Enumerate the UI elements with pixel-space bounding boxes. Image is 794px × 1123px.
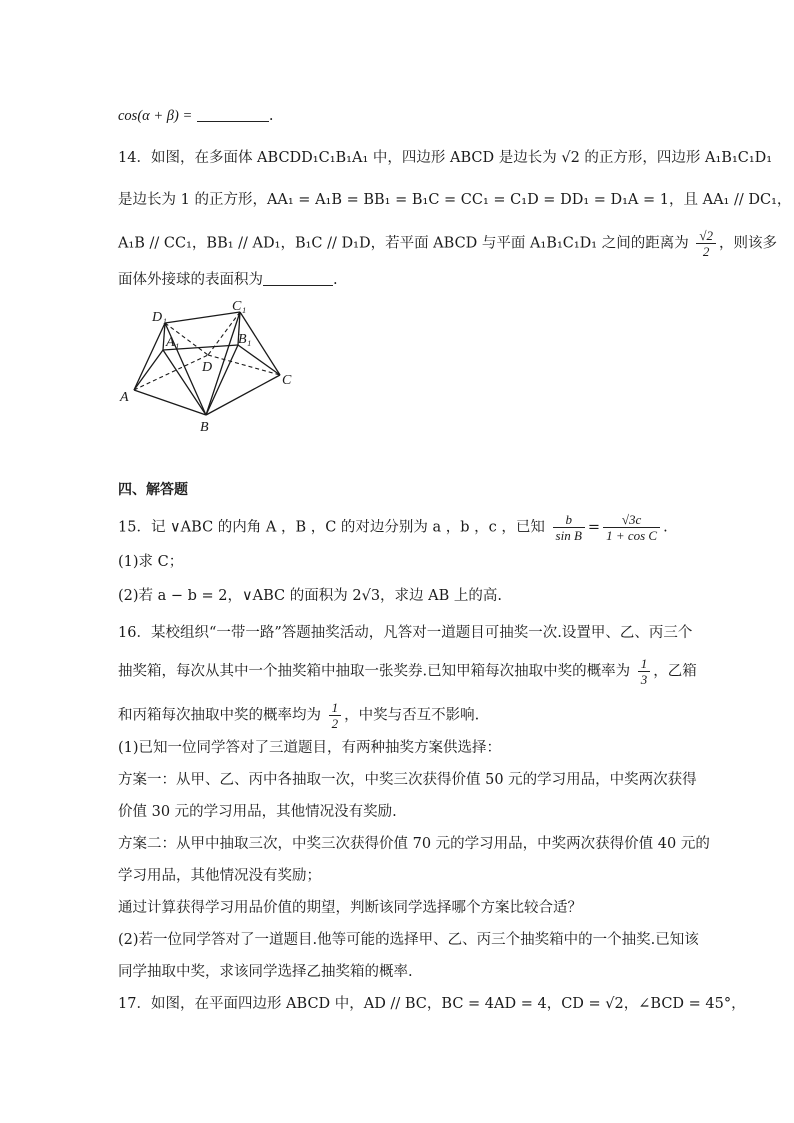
edge-B1-C1 <box>238 312 240 345</box>
q14-distance-fraction: $\frac{√2}{2}$ <box>696 228 716 259</box>
q16-question: 通过计算获得学习用品价值的期望，判断该同学选择哪个方案比较合适？ <box>118 900 582 916</box>
q13-answer-line: cos(α + β) = . <box>118 108 274 124</box>
edge-A-B <box>134 390 206 415</box>
q15-part-1: (1)求 C； <box>118 554 184 570</box>
q16-plan-1b: 价值 30 元的学习用品，其他情况没有奖励. <box>118 804 397 820</box>
label-C1: C₁ <box>232 299 247 314</box>
q16-part-2b: 同学抽取中奖，求该同学选择乙抽奖箱的概率. <box>118 964 413 980</box>
q15-part-2: (2)若 a − b = 2，∨ABC 的面积为 2√3，求边 AB 上的高. <box>118 588 503 604</box>
edge-C1-C <box>240 312 280 375</box>
edge-A1-D1 <box>163 323 165 350</box>
q14-line-2: 是边长为 1 的正方形，AA₁ = A₁B = BB₁ = B₁C = CC₁ = C₁D = DD₁ = D₁A = 1，且 AA₁ // DC₁， <box>118 192 792 208</box>
q14-line-1: 14．如图，在多面体 ABCDD₁C₁B₁A₁ 中，四边形 ABCD 是边长为 √2 的正方形，四边形 A₁B₁C₁D₁ <box>118 150 773 166</box>
q16-part-1: (1)已知一位同学答对了三道题目，有两种抽奖方案供选择： <box>118 740 502 756</box>
q17-line-1: 17．如图，在平面四边形 ABCD 中，AD // BC，BC = 4AD = 4，CD = √2，∠BCD = 45°， <box>118 996 746 1012</box>
edge-B1-C <box>238 345 280 375</box>
edge-A-D-hidden <box>134 355 208 390</box>
edge-D1-D-hidden <box>165 323 208 355</box>
q13-answer-blank[interactable] <box>197 107 269 122</box>
q14-line-3: A₁B // CC₁，BB₁ // AD₁，B₁C // D₁D，若平面 ABCD 与平面 A₁B₁C₁D₁ 之间的距离为 $\frac{√2}{2}$ ，则该多 <box>118 228 777 259</box>
q15-fraction-left: $\frac{b}{\text{sin B}}$ <box>553 512 585 543</box>
edge-A1-B <box>163 350 206 415</box>
edge-A-A1 <box>134 350 163 390</box>
edge-B-B1 <box>206 345 238 415</box>
q16-fraction-jia: $\frac{1}{3}$ <box>638 656 651 687</box>
q14-answer-blank[interactable] <box>263 271 333 286</box>
edge-D1-B <box>165 323 206 415</box>
label-B: B <box>200 420 209 435</box>
q13-expression: cos(α + β) = <box>118 108 193 124</box>
q16-plan-2a: 方案二：从甲中抽取三次，中奖三次获得价值 70 元的学习用品，中奖两次获得价值 40 元的 <box>118 836 710 852</box>
edge-A1-B1 <box>163 345 238 350</box>
label-D1: D₁ <box>152 310 167 325</box>
q16-line-3: 和丙箱每次抽取中奖的概率均为 $\frac{1}{2}$ ，中奖与否互不影响. <box>118 700 480 731</box>
edge-D-C-hidden <box>208 355 280 375</box>
edge-C1-B <box>206 312 240 415</box>
q14-line-4: 面体外接球的表面积为 . <box>118 272 338 288</box>
q16-plan-1a: 方案一：从甲、乙、丙中各抽取一次，中奖三次获得价值 50 元的学习用品，中奖两次获得 <box>118 772 697 788</box>
q16-plan-2b: 学习用品，其他情况没有奖励； <box>118 868 321 884</box>
section-heading: 四、解答题 <box>118 482 188 498</box>
q16-line-2: 抽奖箱，每次从其中一个抽奖箱中抽取一张奖券.已知甲箱每次抽取中奖的概率为 $\frac{1}{3}$ ，乙箱 <box>118 656 697 687</box>
q16-fraction-yibing: $\frac{1}{2}$ <box>329 700 342 731</box>
edge-A-D1 <box>134 323 165 390</box>
label-A: A <box>120 390 129 405</box>
edge-D1-C1 <box>165 312 240 323</box>
q15-line-1: 15．记 ∨ABC 的内角 A ，B ，C 的对边分别为 a ，b ，c ，已知 $\frac{b}{\text{sin B}}$ = $\frac{√3c}{\text{1 + cos C}}$ . <box>118 512 668 543</box>
edge-C1-D-hidden <box>208 312 240 355</box>
label-A1: A₁ <box>166 335 180 350</box>
label-B1: B₁ <box>238 332 252 347</box>
edge-B-C <box>206 375 280 415</box>
q15-fraction-right: $\frac{√3c}{\text{1 + cos C}}$ <box>603 512 660 543</box>
q16-line-1: 16．某校组织“一带一路”答题抽奖活动，凡答对一道题目可抽奖一次.设置甲、乙、丙三个 <box>118 625 693 641</box>
label-C: C <box>282 373 292 388</box>
label-D: D <box>202 360 213 375</box>
q16-part-2a: (2)若一位同学答对了一道题目.他等可能的选择甲、乙、丙三个抽奖箱中的一个抽奖.已知该 <box>118 932 699 948</box>
